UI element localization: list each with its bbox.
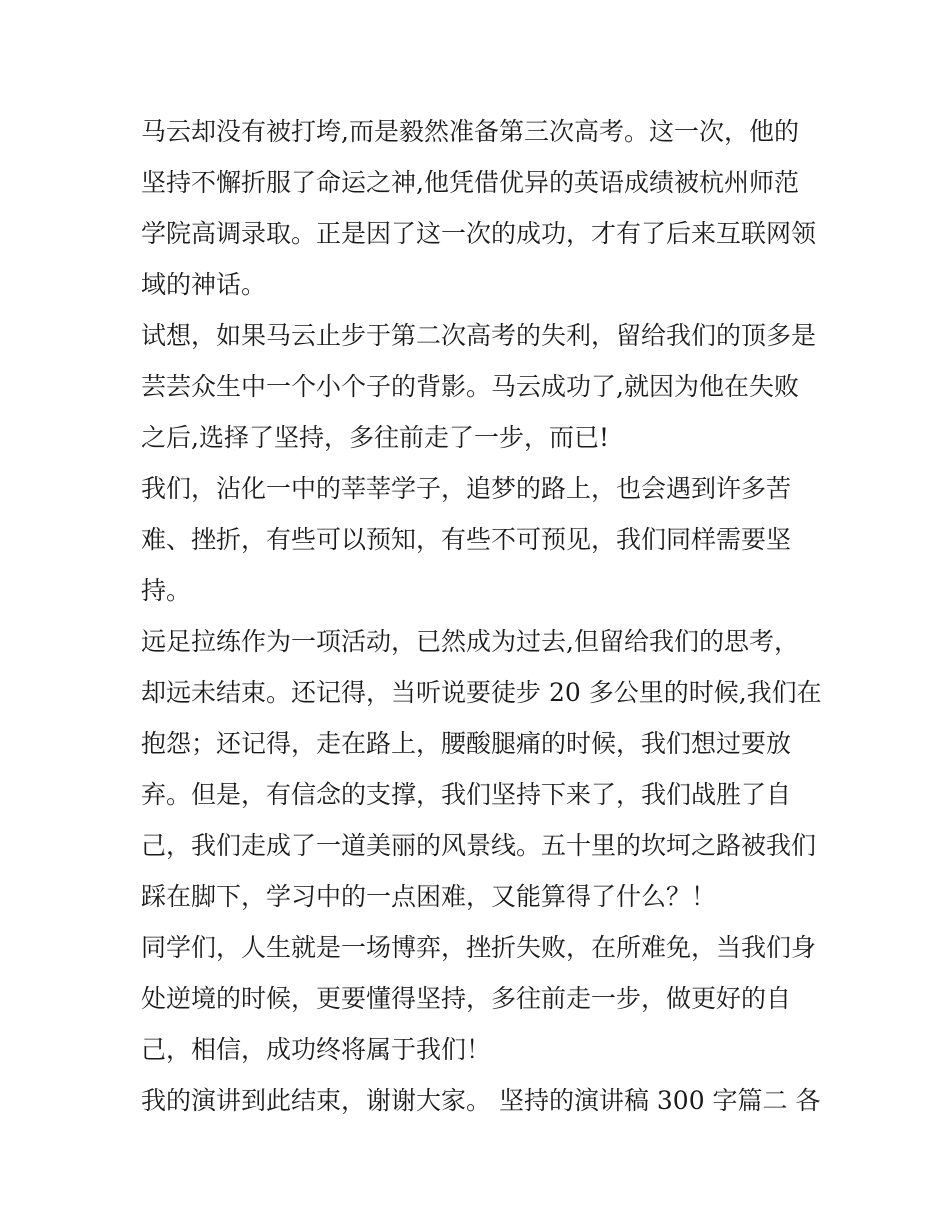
text-line: 坚持不懈折服了命运之神,他凭借优异的英语成绩被杭州师范 — [141, 168, 799, 197]
text-line: 之后,选择了坚持，多往前走了一步，而已! — [141, 423, 609, 452]
text-line: 弃。但是，有信念的支撑，我们坚持下来了，我们战胜了自 — [141, 780, 792, 809]
text-line: 域的神话。 — [141, 270, 267, 299]
text-line: 持。 — [141, 576, 192, 605]
text-line: 踩在脚下，学习中的一点困难，又能算得了什么？！ — [141, 882, 717, 911]
text-line: 我的演讲到此结束，谢谢大家。 坚持的演讲稿 300 字篇二 各 — [141, 1086, 821, 1115]
text-line: 己，相信，成功终将属于我们！ — [141, 1035, 492, 1064]
text-line: 学院高调录取。正是因了这一次的成功，才有了后来互联网领 — [141, 219, 817, 248]
text-line: 处逆境的时候，更要懂得坚持，多往前走一步，做更好的自 — [141, 984, 792, 1013]
text-line: 己，我们走成了一道美丽的风景线。五十里的坎坷之路被我们 — [141, 831, 817, 860]
text-line: 我们，沾化一中的莘莘学子，追梦的路上，也会遇到许多苦 — [141, 474, 792, 503]
text-line: 芸芸众生中一个小个子的背影。马云成功了,就因为他在失败 — [141, 372, 799, 401]
text-line: 难、挫折，有些可以预知，有些不可预见，我们同样需要坚 — [141, 525, 792, 554]
text-line: 同学们，人生就是一场博弈，挫折失败，在所难免，当我们身 — [141, 933, 817, 962]
text-line: 马云却没有被打垮,而是毅然准备第三次高考。这一次，他的 — [141, 117, 799, 146]
text-line: 抱怨；还记得，走在路上，腰酸腿痛的时候，我们想过要放 — [141, 729, 792, 758]
text-line: 试想，如果马云止步于第二次高考的失利，留给我们的顶多是 — [141, 321, 817, 350]
text-line: 却远未结束。还记得，当听说要徒步 20 多公里的时候,我们在 — [141, 678, 822, 707]
text-line: 远足拉练作为一项活动，已然成为过去,但留给我们的思考， — [141, 627, 799, 656]
body-text — [141, 106, 821, 1126]
